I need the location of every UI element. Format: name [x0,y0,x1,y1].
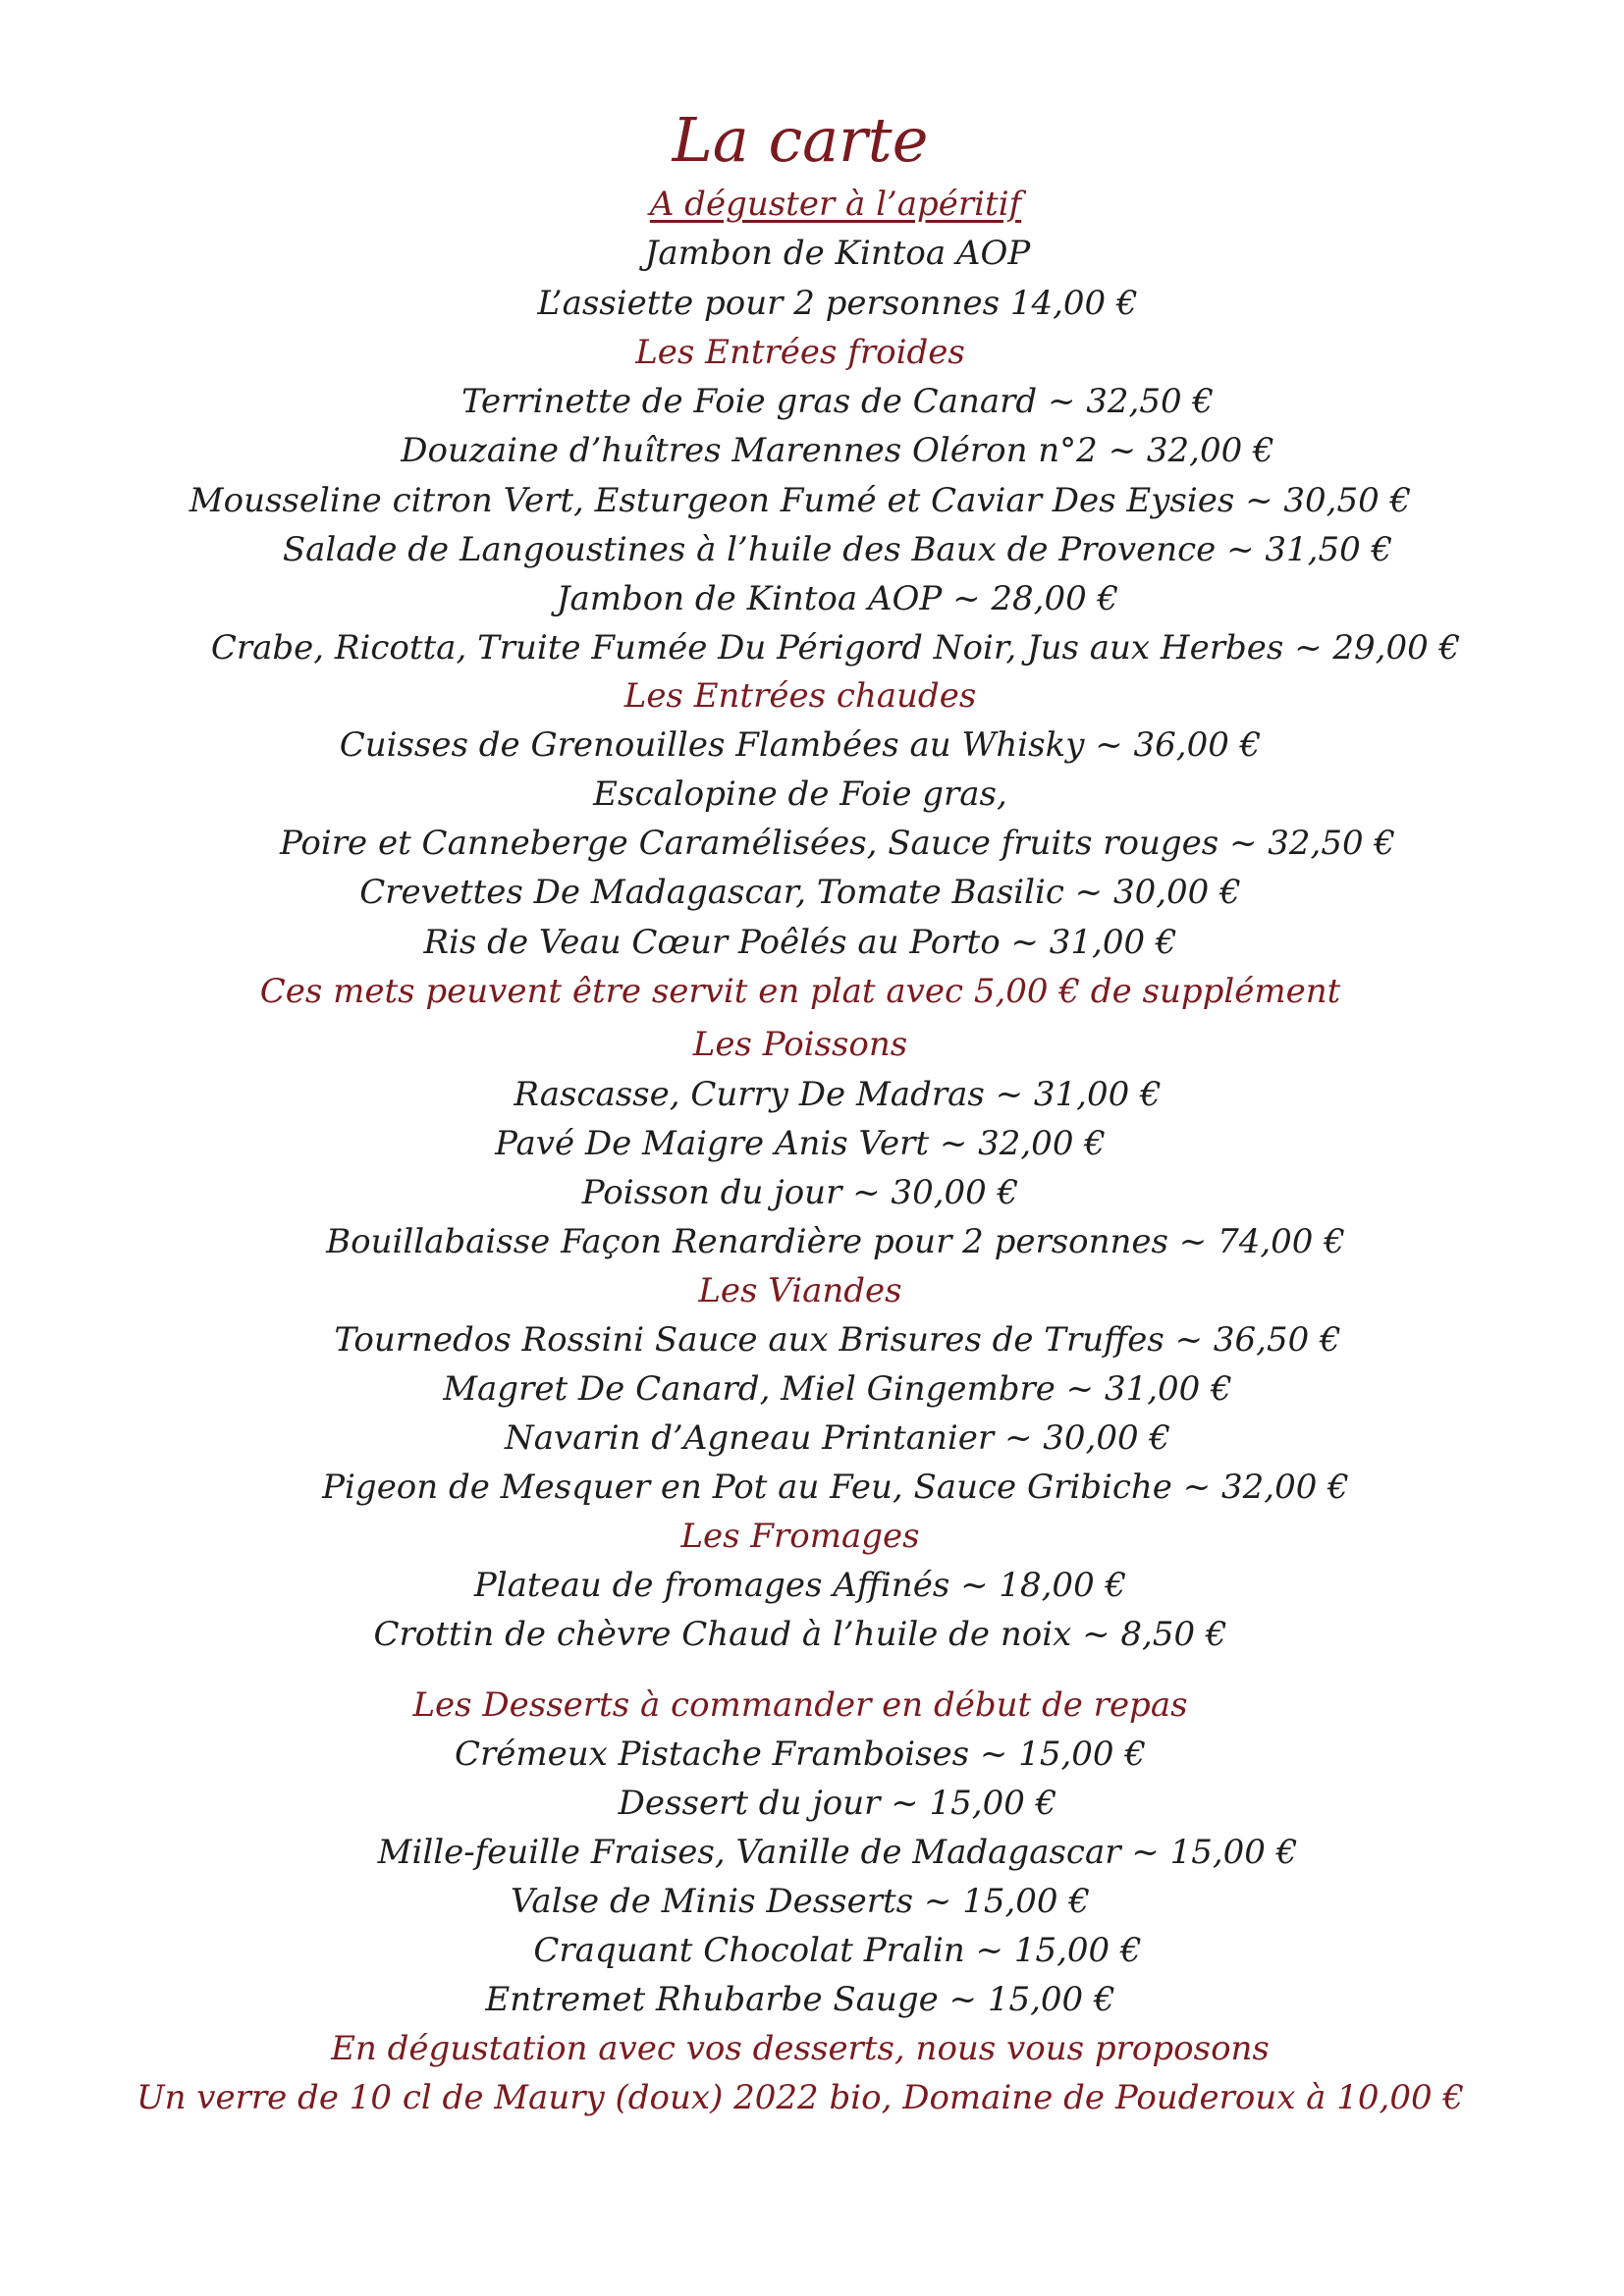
menu-item: Mille-feuille Fraises, Vanille de Madagascar ~ 15,00 € [377,1833,1298,1872]
menu-item: Valse de Minis Desserts ~ 15,00 € [510,1882,1090,1921]
section-heading-aperitif: A déguster à l’apéritif [649,185,1022,224]
menu-item: Craquant Chocolat Pralin ~ 15,00 € [533,1931,1142,1970]
menu-item: Crottin de chèvre Chaud à l’huile de noix ~ 8,50 € [373,1615,1227,1654]
menu-item: Rascasse, Curry De Madras ~ 31,00 € [514,1075,1162,1114]
menu-item: Pigeon de Mesquer en Pot au Feu, Sauce Gribiche ~ 32,00 € [322,1468,1349,1507]
menu-item: Jambon de Kintoa AOP ~ 28,00 € [556,579,1119,618]
menu-item: Bouillabaisse Façon Renardière pour 2 personnes ~ 74,00 € [326,1222,1345,1261]
section-heading-desserts: Les Desserts à commander en début de repas [412,1685,1188,1725]
menu-item: Poisson du jour ~ 30,00 € [581,1173,1019,1212]
menu-item: Cuisses de Grenouilles Flambées au Whisky ~ 36,00 € [339,725,1262,765]
section-heading-poissons: Les Poissons [692,1025,908,1064]
menu-item: Terrinette de Foie gras de Canard ~ 32,50 € [460,382,1215,421]
menu-item: Escalopine de Foie gras, [593,774,1007,814]
menu-item: Crabe, Ricotta, Truite Fumée Du Périgord Noir, Jus aux Herbes ~ 29,00 € [210,628,1461,667]
menu-item: Crevettes De Madagascar, Tomate Basilic ~ 30,00 € [359,873,1241,912]
menu-item: Jambon de Kintoa AOP [644,234,1031,273]
page-title: La carte [672,104,929,176]
menu-item: L’assiette pour 2 personnes 14,00 € [537,284,1138,323]
menu-item: Poire et Canneberge Caramélisées, Sauce fruits rouges ~ 32,50 € [279,824,1396,863]
menu-item: Salade de Langoustines à l’huile des Baux de Provence ~ 31,50 € [282,530,1393,569]
menu-item: Tournedos Rossini Sauce aux Brisures de Truffes ~ 36,50 € [334,1320,1341,1360]
section-heading-entrees-chaudes: Les Entrées chaudes [623,676,977,716]
menu-item: Magret De Canard, Miel Gingembre ~ 31,00 € [443,1369,1232,1409]
menu-item: Entremet Rhubarbe Sauge ~ 15,00 € [485,1980,1115,2019]
dessert-wine-note: En dégustation avec vos desserts, nous vous proposons [331,2029,1270,2068]
section-heading-viandes: Les Viandes [698,1271,902,1310]
menu-item: Pavé De Maigre Anis Vert ~ 32,00 € [495,1124,1106,1163]
supplement-note: Ces mets peuvent être servit en plat avec 5,00 € de supplément [259,972,1341,1011]
menu-item: Ris de Veau Cœur Poêlés au Porto ~ 31,00 € [423,923,1177,962]
menu-item: Mousseline citron Vert, Esturgeon Fumé et Caviar Des Eysies ~ 30,50 € [189,481,1412,520]
section-heading-fromages: Les Fromages [680,1517,920,1556]
dessert-wine-offer: Un verre de 10 cl de Maury (doux) 2022 bio, Domaine de Pouderoux à 10,00 € [135,2078,1465,2117]
menu-item: Plateau de fromages Affinés ~ 18,00 € [473,1566,1127,1605]
section-heading-entrees-froides: Les Entrées froides [635,333,965,372]
menu-item: Dessert du jour ~ 15,00 € [618,1784,1057,1823]
menu-item: Navarin d’Agneau Printanier ~ 30,00 € [504,1418,1171,1458]
menu-item: Crémeux Pistache Framboises ~ 15,00 € [455,1735,1146,1774]
menu-item: Douzaine d’huîtres Marennes Oléron n°2 ~ 32,00 € [401,431,1274,470]
